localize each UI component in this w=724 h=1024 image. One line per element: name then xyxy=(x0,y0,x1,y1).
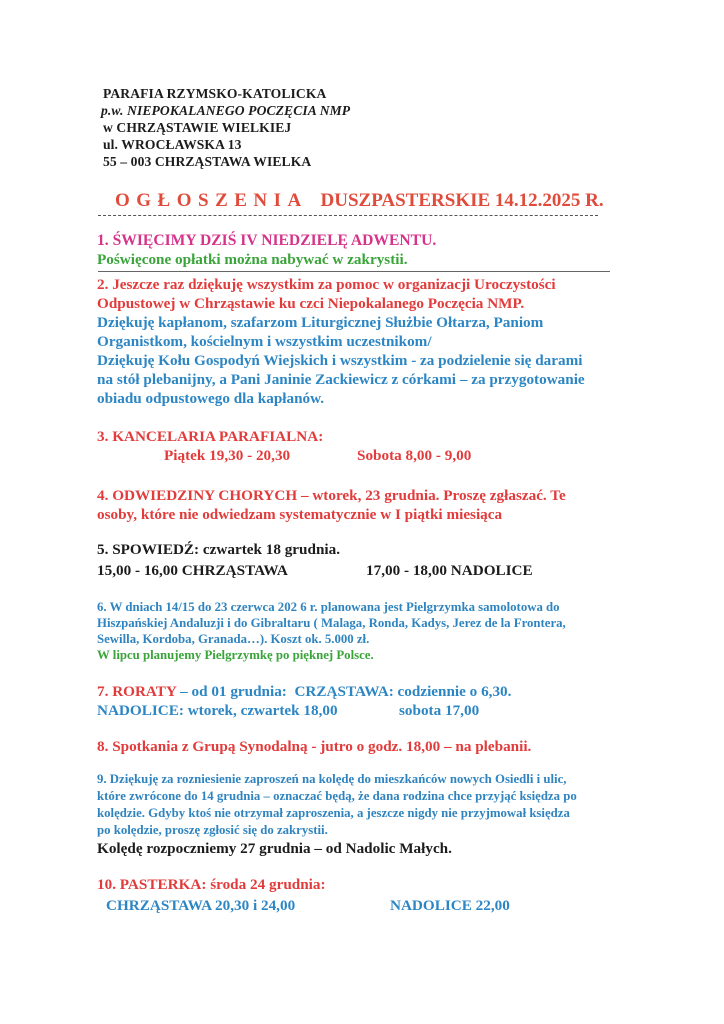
item10-nadolice: NADOLICE 22,00 xyxy=(390,897,510,914)
item10-heading: 10. PASTERKA: środa 24 grudnia: xyxy=(97,876,326,893)
item6-line4: W lipcu planujemy Pielgrzymkę po pięknej Polsce. xyxy=(97,648,374,662)
item2-blue-line1: Dziękuję kapłanom, szafarzom Liturgicznej Służbie Ołtarza, Paniom xyxy=(97,314,544,331)
parish-postal: 55 – 003 CHRZĄSTAWA WIELKA xyxy=(103,154,312,169)
item9-line4: po kolędzie, proszę zgłosić się do zakrystii. xyxy=(97,823,328,837)
page-title xyxy=(115,190,604,212)
item5-heading: 5. SPOWIEDŹ: czwartek 18 grudnia. xyxy=(97,541,340,558)
item6-line3: Sewilla, Kordoba, Granada…). Koszt ok. 5.000 zł. xyxy=(97,632,370,646)
item9-line1: 9. Dziękuję za rozniesienie zaproszeń na kolędę do mieszkańców nowych Osiedli i ulic, xyxy=(97,772,567,786)
item7-text: – od 01 grudnia: CRZĄSTAWA: codziennie o 6,30. xyxy=(176,683,512,700)
item3-friday-hours: Piątek 19,30 - 20,30 xyxy=(164,447,291,464)
item1-heading: 1. ŚWIĘCIMY DZIŚ IV NIEDZIELĘ ADWENTU. xyxy=(97,232,437,249)
title-rest: DUSZPASTERSKIE 14.12.2025 R. xyxy=(320,190,604,211)
title-spaced: OGŁOSZENIA xyxy=(115,190,308,211)
item4-line2: osoby, które nie odwiedzam systematycznie w I piątki miesiąca xyxy=(97,506,503,523)
item5-slot-chrzastawa: 15,00 - 16,00 CHRZĄSTAWA xyxy=(97,562,288,579)
item2-red-line2: Odpustowej w Chrząstawie ku czci Niepokalanego Poczęcia NMP. xyxy=(97,295,525,312)
item9-line3: kolędzie. Gdyby ktoś nie otrzymał zaproszenia, a jeszcze nigdy nie przyjmował księdza xyxy=(97,806,570,820)
item7-saturday: sobota 17,00 xyxy=(399,702,480,719)
dashed-divider xyxy=(98,215,598,216)
parish-dedication: p.w. NIEPOKALANEGO POCZĘCIA NMP xyxy=(101,103,351,118)
item7-nadolice: NADOLICE: wtorek, czwartek 18,00 xyxy=(97,702,338,719)
item9-line5: Kolędę rozpoczniemy 27 grudnia – od Nadolic Małych. xyxy=(97,840,452,857)
parish-location: w CHRZĄSTAWIE WIELKIEJ xyxy=(103,120,292,135)
item2-blue-line3: Dziękuję Kołu Gospodyń Wiejskich i wszystkim - za podzielenie się darami xyxy=(97,352,583,369)
item7-label: 7. RORATY xyxy=(97,683,177,700)
item8-line1: 8. Spotkania z Grupą Synodalną - jutro o godz. 18,00 – na plebanii. xyxy=(97,738,532,755)
parish-street: ul. WROCŁAWSKA 13 xyxy=(103,137,242,152)
item10-chrzastawa: CHRZĄSTAWA 20,30 i 24,00 xyxy=(106,897,296,914)
item7-line1 xyxy=(97,683,511,701)
item2-blue-line5: obiadu odpustowego dla kapłanów. xyxy=(97,390,325,407)
parish-name: PARAFIA RZYMSKO-KATOLICKA xyxy=(103,86,327,101)
item2-red-line1: 2. Jeszcze raz dziękuję wszystkim za pomoc w organizacji Uroczystości xyxy=(97,276,556,293)
item4-line1: 4. ODWIEDZINY CHORYCH – wtorek, 23 grudnia. Proszę zgłaszać. Te xyxy=(97,487,566,504)
item6-line2: Hiszpańskiej Andaluzji i do Gibraltaru ( Malaga, Ronda, Kadys, Jerez de la Frontera, xyxy=(97,616,566,630)
item6-line1: 6. W dniach 14/15 do 23 czerwca 202 6 r. planowana jest Pielgrzymka samolotowa do xyxy=(97,600,560,614)
item1-note: Poświęcone opłatki można nabywać w zakrystii. xyxy=(97,251,408,268)
item2-blue-line4: na stół plebanijny, a Pani Janinie Zackiewicz z córkami – za przygotowanie xyxy=(97,371,585,388)
item3-heading: 3. KANCELARIA PARAFIALNA: xyxy=(97,428,324,445)
item5-slot-nadolice: 17,00 - 18,00 NADOLICE xyxy=(366,562,533,579)
solid-divider xyxy=(98,271,610,272)
item3-saturday-hours: Sobota 8,00 - 9,00 xyxy=(357,447,472,464)
item9-line2: które zwrócone do 14 grudnia – oznaczać będą, że dana rodzina chce przyjąć księdza po xyxy=(97,789,577,803)
item2-blue-line2: Organistkom, kościelnym i wszystkim uczestnikom/ xyxy=(97,333,432,350)
